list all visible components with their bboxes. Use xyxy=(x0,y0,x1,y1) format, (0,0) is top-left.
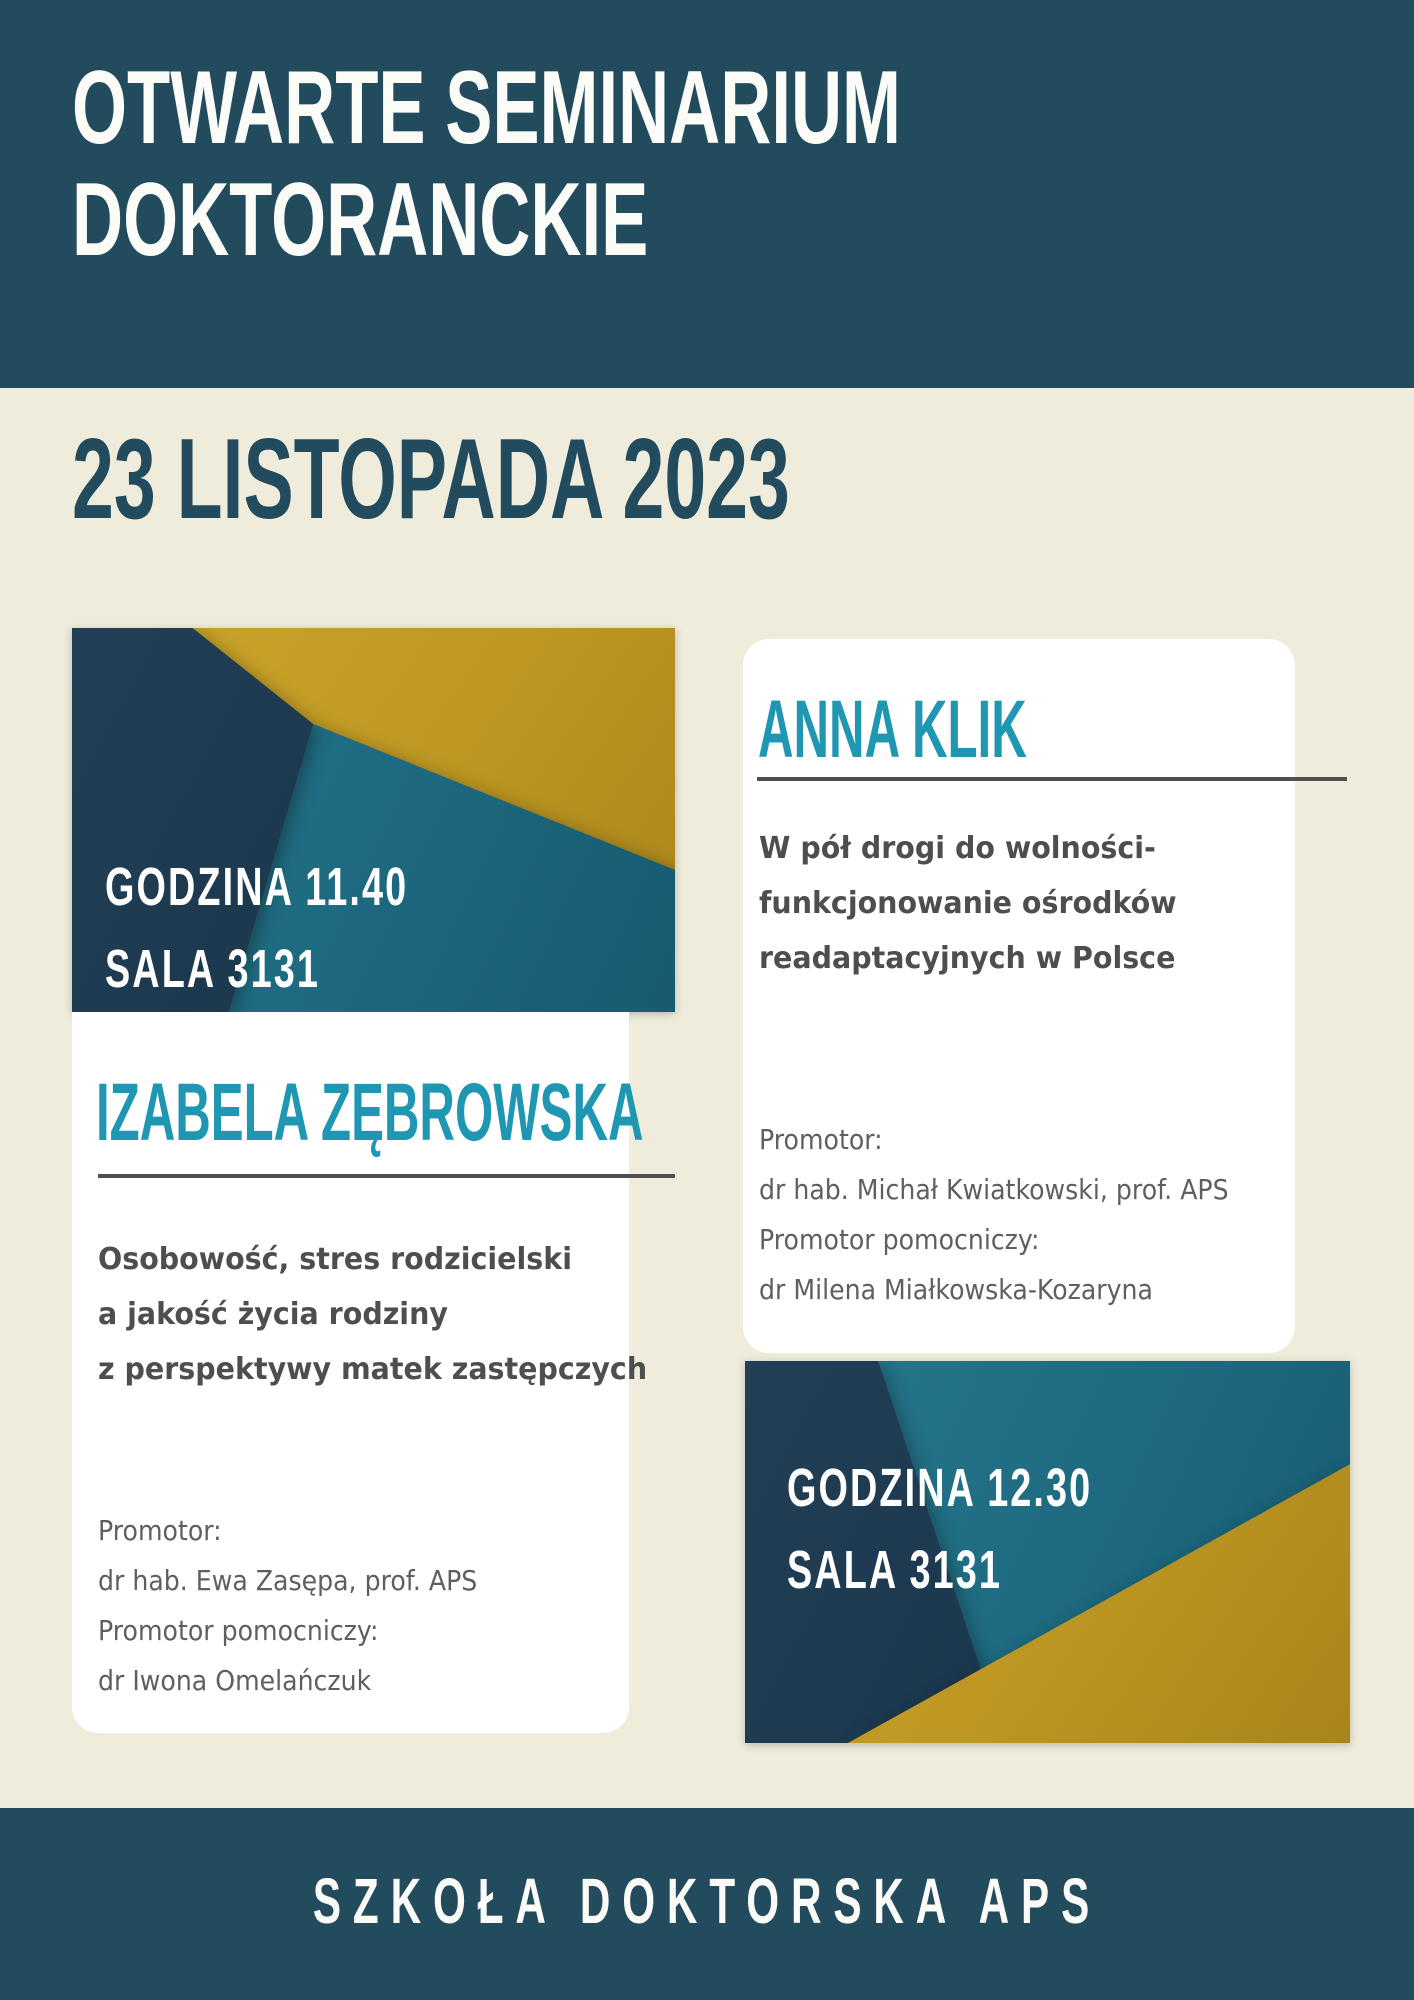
session1-promotor-block xyxy=(98,1506,519,1706)
session1-promotor2-label: Promotor pomocniczy: xyxy=(98,1614,379,1647)
poster-title-line2: DOKTORANCKIE xyxy=(72,162,649,278)
poster-title-line1: OTWARTE SEMINARIUM xyxy=(72,50,901,166)
session2-promotor-block xyxy=(759,1115,1281,1315)
session2-promotor2-name: dr Milena Miałkowska-Kozaryna xyxy=(759,1273,1153,1306)
header-band xyxy=(0,0,1414,388)
session2-promotor2-label: Promotor pomocniczy: xyxy=(759,1223,1040,1256)
event-date: 23 LISTOPADA 2023 xyxy=(72,416,790,543)
session2-room-label: SALA 3131 xyxy=(787,1540,1002,1600)
session2-card xyxy=(743,639,1295,1353)
school-name: SZKOŁA DOKTORSKA APS xyxy=(312,1865,1102,1937)
footer-band xyxy=(0,1808,1414,2000)
session1-speaker-name: IZABELA ZĘBROWSKA xyxy=(96,1067,644,1158)
session2-promotor-name: dr hab. Michał Kwiatkowski, prof. APS xyxy=(759,1173,1229,1206)
session1-room-label: SALA 3131 xyxy=(105,939,320,999)
session2-geometric-image xyxy=(745,1361,1350,1743)
session1-promotor-name: dr hab. Ewa Zasępa, prof. APS xyxy=(98,1564,478,1597)
session2-promotor-label: Promotor: xyxy=(759,1123,883,1156)
session2-time-room xyxy=(787,1447,1223,1611)
session2-divider-line xyxy=(757,777,1347,781)
session1-talk-title: Osobowość, stres rodzicielski a jakość życia rodziny z perspektywy matek zastępczych xyxy=(98,1242,648,1387)
session1-promotor2-name: dr Iwona Omelańczuk xyxy=(98,1664,372,1697)
poster-title xyxy=(72,52,1291,276)
session1-geometric-image xyxy=(72,628,675,1012)
session1-card xyxy=(72,1012,648,1733)
session1-promotor-label: Promotor: xyxy=(98,1514,222,1547)
session1-time-room xyxy=(105,846,538,1010)
session2-time-label: GODZINA 12.30 xyxy=(787,1458,1093,1518)
session2-talk-title: W pół drogi do wolności- funkcjonowanie ośrodków readaptacyjnych w Polsce xyxy=(759,831,1177,976)
session1-time-label: GODZINA 11.40 xyxy=(105,857,409,917)
session1-divider-line xyxy=(98,1174,675,1178)
session2-speaker-name: ANNA KLIK xyxy=(758,684,1027,775)
